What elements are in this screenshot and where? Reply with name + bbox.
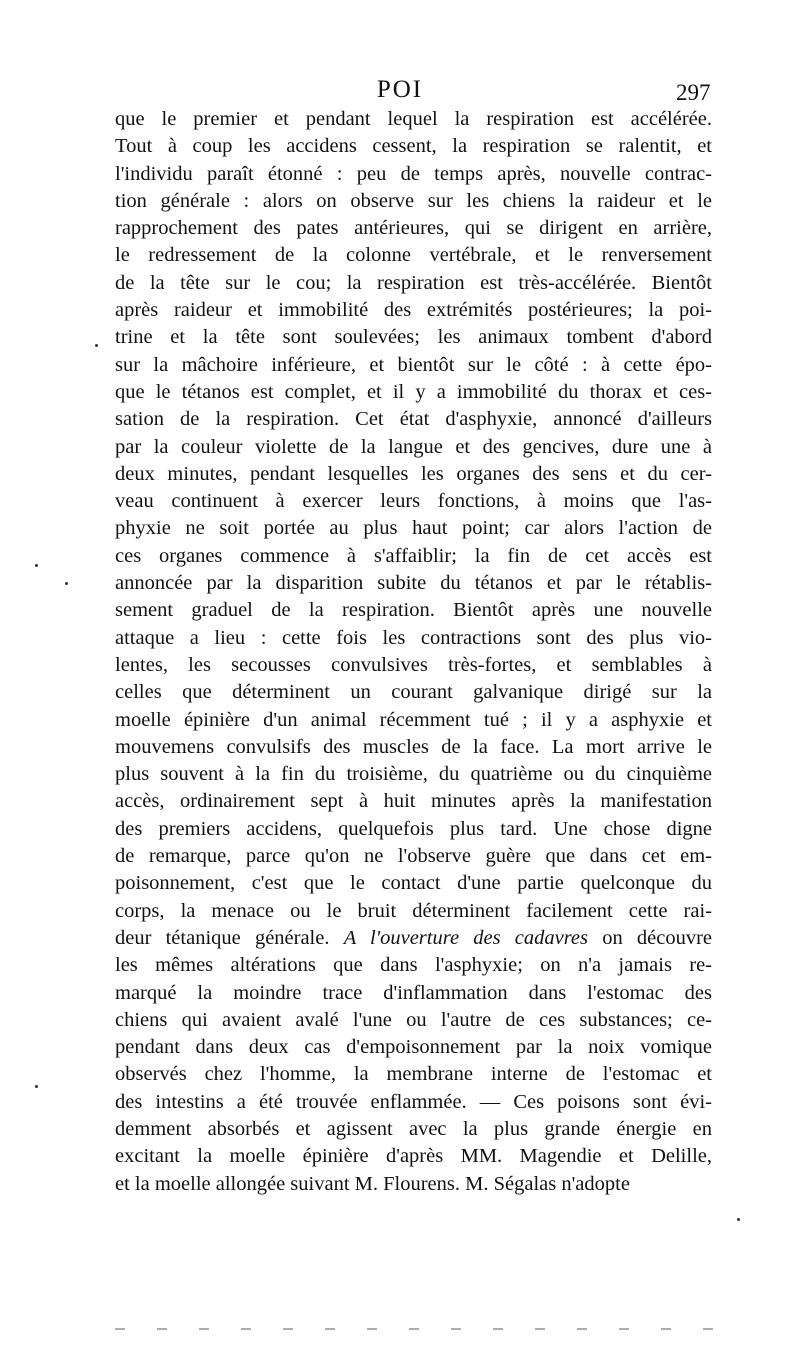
bleed-through-marks bbox=[115, 1328, 735, 1330]
text-line: Tout à coup les accidens cessent, la respiration se ralentit, et bbox=[115, 135, 712, 158]
text-line: tion générale : alors on observe sur les chiens la raideur et le bbox=[115, 189, 712, 212]
text-line: des premiers accidens, quelquefois plus tard. Une chose digne bbox=[115, 817, 712, 840]
text-line: que le tétanos est complet, et il y a immobilité du thorax et ces- bbox=[115, 380, 712, 403]
text-line: demment absorbés et agissent avec la plus grande énergie en bbox=[115, 1117, 712, 1140]
text-line-with-italic bbox=[115, 925, 712, 952]
page-number: 297 bbox=[676, 80, 711, 105]
text-line: veau continuent à exercer leurs fonctions, à moins que l'as- bbox=[115, 490, 712, 513]
print-speck bbox=[35, 564, 38, 567]
text-line: annoncée par la disparition subite du tétanos et par le rétablis- bbox=[115, 572, 712, 595]
text-line: phyxie ne soit portée au plus haut point; car alors l'action de bbox=[115, 517, 712, 540]
text-line: celles que déterminent un courant galvanique dirigé sur la bbox=[115, 681, 712, 704]
text-line: attaque a lieu : cette fois les contractions sont des plus vio- bbox=[115, 626, 712, 649]
text-line: le redressement de la colonne vertébrale, et le renversement bbox=[115, 244, 712, 267]
text-line: trine et la tête sont soulevées; les animaux tombent d'abord bbox=[115, 326, 712, 349]
text-line: marqué la moindre trace d'inflammation dans l'estomac des bbox=[115, 981, 712, 1004]
text-line: excitant la moelle épinière d'après MM. Magendie et Delille, bbox=[115, 1145, 712, 1168]
text-line: sement graduel de la respiration. Bientôt après une nouvelle bbox=[115, 599, 712, 622]
text-line: deux minutes, pendant lesquelles les organes des sens et du cer- bbox=[115, 462, 712, 485]
text-line: mouvemens convulsifs des muscles de la face. La mort arrive le bbox=[115, 735, 712, 758]
text-line: que le premier et pendant lequel la respiration est accélérée. bbox=[115, 108, 712, 130]
print-speck bbox=[65, 582, 68, 585]
text-line: observés chez l'homme, la membrane interne de l'estomac et bbox=[115, 1063, 712, 1086]
text-line: poisonnement, c'est que le contact d'une partie quelconque du bbox=[115, 872, 712, 895]
text-line: de la tête sur le cou; la respiration est très-accélérée. Bientôt bbox=[115, 271, 712, 294]
text-line: sur la mâchoire inférieure, et bientôt sur le côté : à cette épo- bbox=[115, 353, 712, 376]
text-line: pendant dans deux cas d'empoisonnement par la noix vomique bbox=[115, 1036, 712, 1059]
text-line: accès, ordinairement sept à huit minutes après la manifestation bbox=[115, 790, 712, 813]
text-line: moelle épinière d'un animal récemment tué ; il y a asphyxie et bbox=[115, 708, 712, 731]
text-line: et la moelle allongée suivant M. Flourens. M. Ségalas n'adopte bbox=[115, 1172, 630, 1195]
line-text: deur tétanique générale. bbox=[115, 926, 330, 949]
print-speck bbox=[35, 1085, 38, 1088]
text-line: par la couleur violette de la langue et des gencives, dure une à bbox=[115, 435, 712, 458]
italic-phrase: A l'ouverture des cadavres bbox=[343, 926, 588, 949]
body-text bbox=[115, 106, 712, 1198]
text-line: les mêmes altérations que dans l'asphyxie; on n'a jamais re- bbox=[115, 954, 712, 977]
text-line: lentes, les secousses convulsives très-fortes, et semblables à bbox=[115, 653, 712, 676]
text-line: sation de la respiration. Cet état d'asphyxie, annoncé d'ailleurs bbox=[115, 408, 712, 431]
text-line: de remarque, parce qu'on ne l'observe guère que dans cet em- bbox=[115, 845, 712, 868]
text-line: l'individu paraît étonné : peu de temps après, nouvelle contrac- bbox=[115, 162, 712, 185]
text-line: corps, la menace ou le bruit déterminent facilement cette rai- bbox=[115, 899, 712, 922]
text-line: chiens qui avaient avalé l'une ou l'autre de ces substances; ce- bbox=[115, 1008, 712, 1031]
print-speck bbox=[95, 344, 98, 347]
line-tail: on découvre bbox=[602, 926, 713, 949]
running-head: POI bbox=[376, 76, 424, 103]
print-speck bbox=[737, 1218, 740, 1221]
text-line: après raideur et immobilité des extrémités postérieures; la poi- bbox=[115, 299, 712, 322]
text-line: ces organes commence à s'affaiblir; la fin de cet accès est bbox=[115, 544, 712, 567]
text-line: des intestins a été trouvée enflammée. — Ces poisons sont évi- bbox=[115, 1090, 712, 1113]
text-line: rapprochement des pates antérieures, qui se dirigent en arrière, bbox=[115, 217, 712, 240]
text-line: plus souvent à la fin du troisième, du quatrième ou du cinquième bbox=[115, 763, 712, 786]
